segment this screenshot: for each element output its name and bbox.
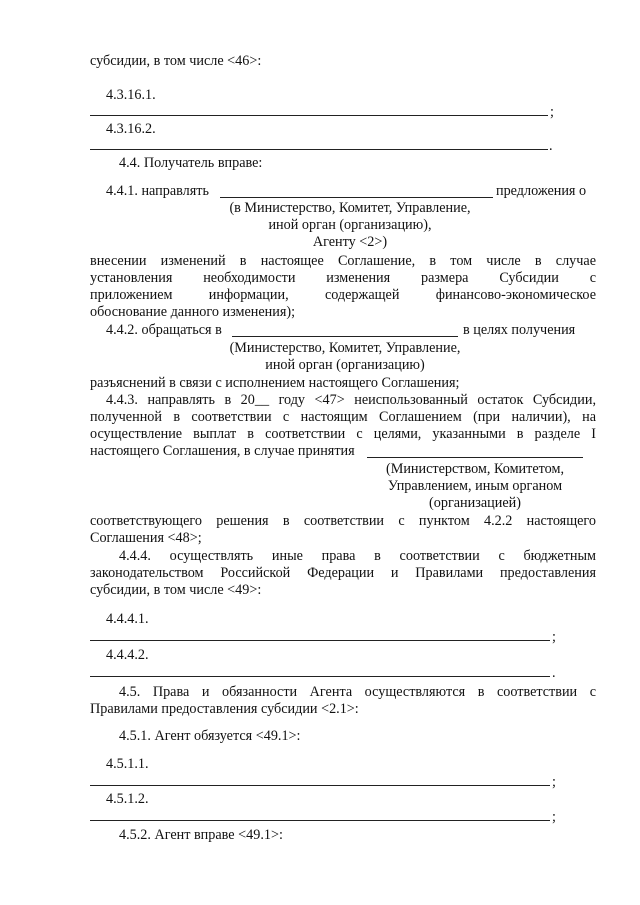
blank-line (90, 785, 550, 786)
item-number: 4.3.16.1. (106, 87, 156, 103)
field-note: (в Министерство, Комитет, Управление, (229, 200, 471, 216)
section-heading: 4.5.2. Агент вправе <49.1>: (119, 827, 283, 843)
paragraph-line: обоснование данного изменения); (90, 304, 296, 320)
clause-text: в целях получения (463, 322, 576, 338)
blank-line (232, 336, 458, 337)
blank-line (220, 197, 493, 198)
paragraph-line: Правилами предоставления субсидии <2.1>: (90, 701, 359, 717)
paragraph-line: настоящего Соглашения, в случае принятия (90, 443, 355, 459)
period: . (552, 665, 556, 681)
paragraph-line: установления необходимости изменения размера Субсидии с (90, 270, 596, 286)
field-note: Агенту <2>) (312, 234, 388, 250)
paragraph-line: Соглашения <48>; (90, 530, 202, 546)
clause-text: 4.4.2. обращаться в (106, 322, 222, 338)
field-note: (Министерство, Комитет, Управление, (229, 340, 461, 356)
period: . (549, 138, 553, 154)
paragraph-line: полученной в соответствии с настоящим Соглашением (при наличии), на (90, 409, 596, 425)
section-heading: 4.5.1. Агент обязуется <49.1>: (119, 728, 301, 744)
clause-text: 4.4.1. направлять (106, 183, 209, 199)
paragraph-line: законодательством Российской Федерации и Правилами предоставления (90, 565, 596, 581)
blank-line (90, 149, 548, 150)
paragraph-line: приложением информации, содержащей финансово-экономическое (90, 287, 596, 303)
paragraph-line: субсидии, в том числе <46>: (90, 53, 262, 69)
paragraph-line: 4.4.4. осуществлять иные права в соответствии с бюджетным (119, 548, 596, 564)
blank-line (90, 820, 550, 821)
field-note: (Министерством, Комитетом, (385, 461, 564, 477)
blank-line (367, 457, 583, 458)
semicolon: ; (552, 774, 556, 790)
item-number: 4.5.1.1. (106, 756, 149, 772)
blank-line (90, 115, 548, 116)
field-note: иной орган (организацию), (268, 217, 432, 233)
item-number: 4.3.16.2. (106, 121, 156, 137)
clause-text: предложения о (496, 183, 587, 199)
paragraph-line: внесении изменений в настоящее Соглашение, в том числе в случае (90, 253, 596, 269)
paragraph-line: осуществление выплат в соответствии с целями, указанными в разделе I (90, 426, 596, 442)
field-note: Управлением, иным органом (387, 478, 563, 494)
field-note: (организацией) (429, 495, 521, 511)
item-number: 4.4.4.2. (106, 647, 149, 663)
semicolon: ; (550, 104, 554, 120)
item-number: 4.5.1.2. (106, 791, 149, 807)
blank-line (90, 676, 550, 677)
paragraph-line: разъяснений в связи с исполнением настоящего Соглашения; (90, 375, 460, 391)
paragraph-line: субсидии, в том числе <49>: (90, 582, 262, 598)
semicolon: ; (552, 629, 556, 645)
semicolon: ; (552, 809, 556, 825)
paragraph-line: 4.4.3. направлять в 20__ году <47> неиспользованный остаток Субсидии, (106, 392, 596, 408)
paragraph-line: соответствующего решения в соответствии с пунктом 4.2.2 настоящего (90, 513, 596, 529)
blank-line (90, 640, 550, 641)
item-number: 4.4.4.1. (106, 611, 149, 627)
paragraph-line: 4.5. Права и обязанности Агента осуществляются в соответствии с (119, 684, 596, 700)
section-heading: 4.4. Получатель вправе: (119, 155, 263, 171)
field-note: иной орган (организацию) (265, 357, 425, 373)
